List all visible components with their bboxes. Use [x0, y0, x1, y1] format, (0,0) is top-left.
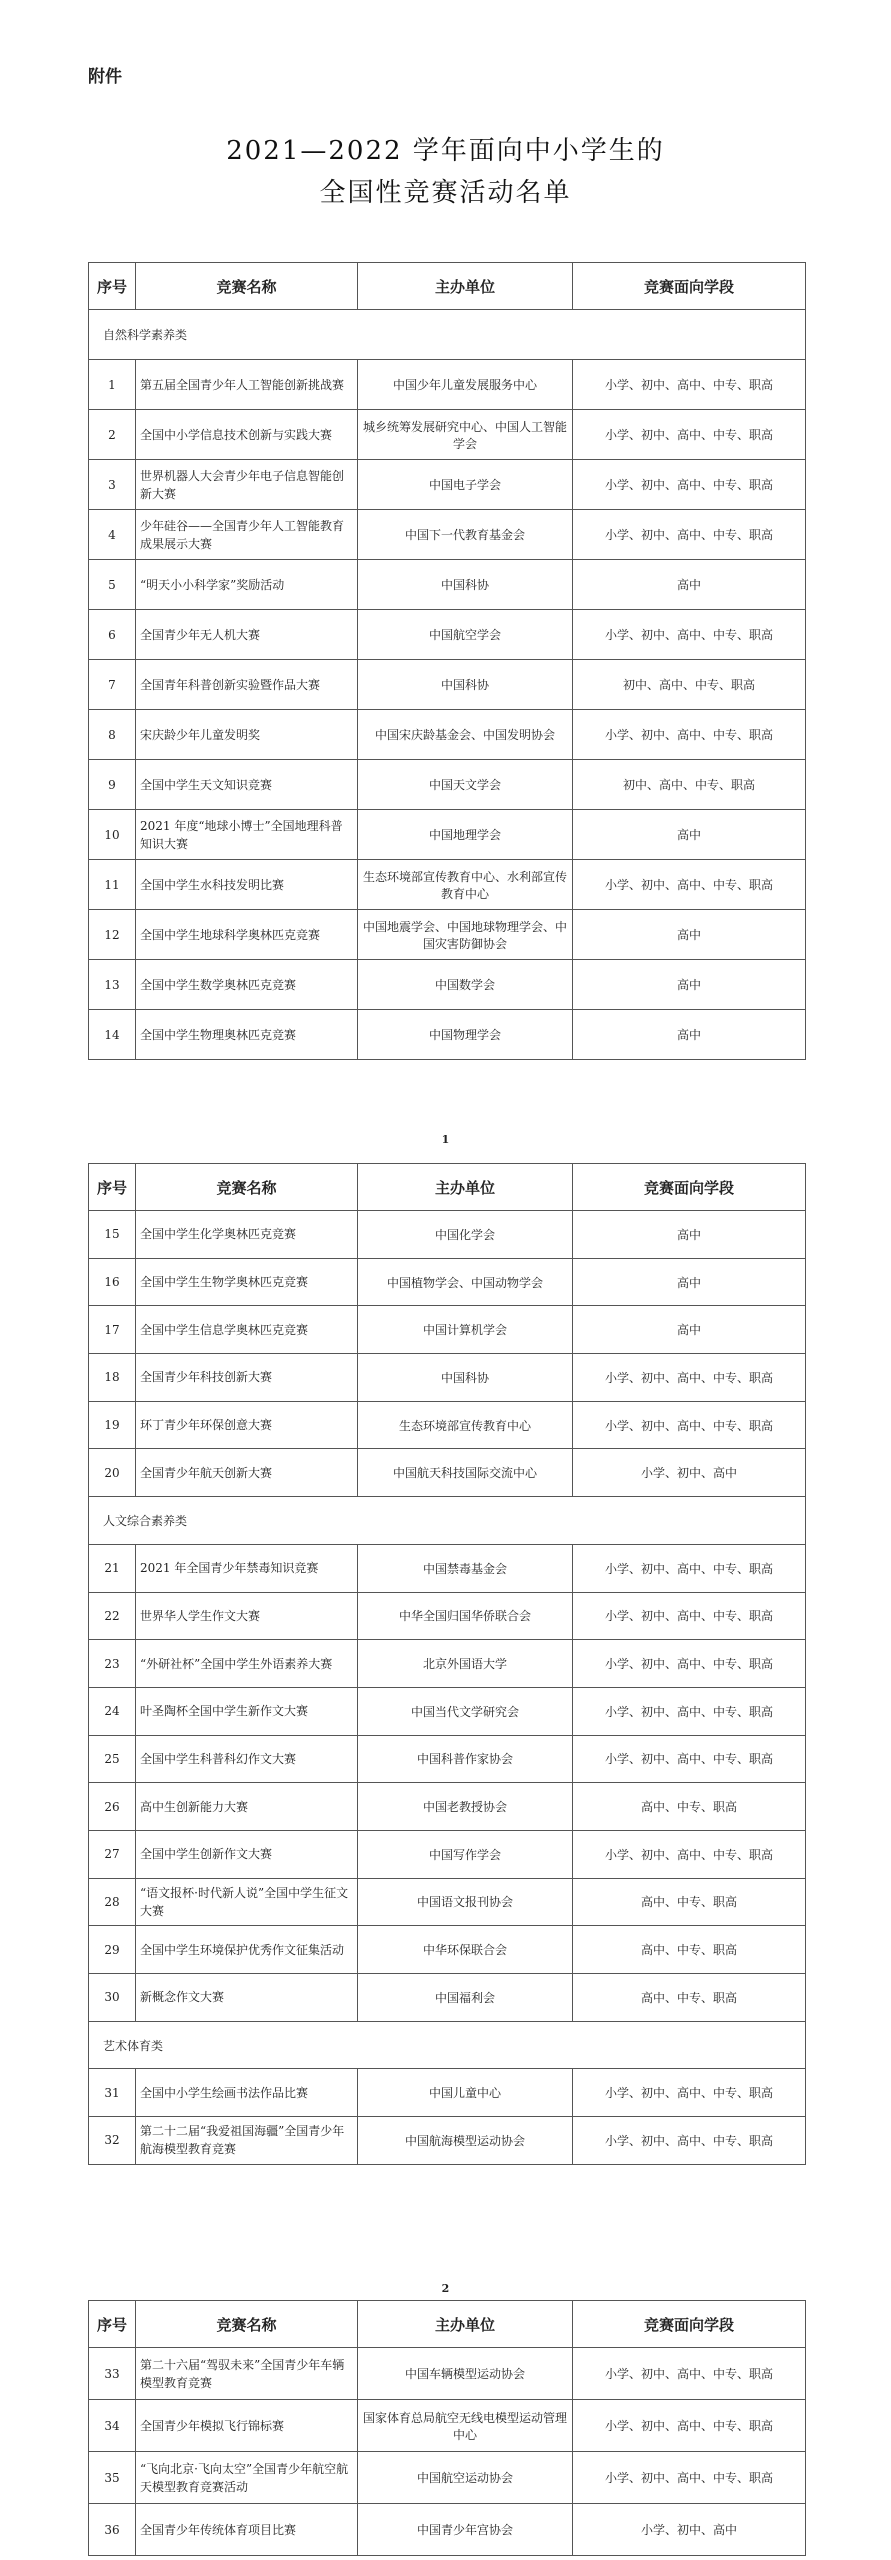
cell-stage: 小学、初中、高中、中专、职高 — [573, 2069, 806, 2117]
header-name: 竞赛名称 — [136, 2301, 358, 2348]
cell-org: 中国下一代教育基金会 — [358, 510, 573, 560]
cell-name: 新概念作文大赛 — [136, 1974, 358, 2022]
cell-org: 中国天文学会 — [358, 760, 573, 810]
cell-name: 全国中学生创新作文大赛 — [136, 1830, 358, 1878]
cell-org: 中国地震学会、中国地球物理学会、中国灾害防御协会 — [358, 910, 573, 960]
cell-no: 31 — [89, 2069, 136, 2117]
header-org: 主办单位 — [358, 263, 573, 310]
document-title-line-2: 全国性竞赛活动名单 — [319, 178, 572, 208]
cell-no: 33 — [89, 2348, 136, 2400]
cell-org: 中国福利会 — [358, 1974, 573, 2022]
cell-stage: 高中、中专、职高 — [573, 1926, 806, 1974]
cell-stage: 高中 — [573, 1211, 806, 1259]
cell-stage: 小学、初中、高中、中专、职高 — [573, 410, 806, 460]
cell-name: 世界机器人大会青少年电子信息智能创新大赛 — [136, 460, 358, 510]
table-row — [89, 610, 806, 660]
category-row — [89, 310, 806, 360]
table-row — [89, 2069, 806, 2117]
cell-no: 34 — [89, 2400, 136, 2452]
cell-name: 少年硅谷——全国青少年人工智能教育成果展示大赛 — [136, 510, 358, 560]
cell-no: 26 — [89, 1783, 136, 1831]
table-row — [89, 1258, 806, 1306]
cell-org: 中国语文报刊协会 — [358, 1878, 573, 1926]
cell-no: 36 — [89, 2504, 136, 2556]
cell-no: 17 — [89, 1306, 136, 1354]
cell-name: 全国中小学生绘画书法作品比赛 — [136, 2069, 358, 2117]
table-row — [89, 1735, 806, 1783]
document-title-line-1: 2021—2022 学年面向中小学生的 — [226, 136, 665, 166]
cell-org: 中国植物学会、中国动物学会 — [358, 1258, 573, 1306]
cell-stage: 小学、初中、高中、中专、职高 — [573, 710, 806, 760]
cell-no: 24 — [89, 1687, 136, 1735]
table-row — [89, 1878, 806, 1926]
cell-stage: 高中、中专、职高 — [573, 1974, 806, 2022]
cell-stage: 小学、初中、高中、中专、职高 — [573, 1640, 806, 1688]
competition-table-page-1 — [88, 262, 806, 1060]
table-row — [89, 1401, 806, 1449]
table-row — [89, 1687, 806, 1735]
cell-org: 中国科协 — [358, 560, 573, 610]
competition-table-page-3 — [88, 2300, 806, 2556]
cell-name: 全国青少年无人机大赛 — [136, 610, 358, 660]
table-row — [89, 660, 806, 710]
table-row — [89, 1354, 806, 1402]
cell-no: 21 — [89, 1544, 136, 1592]
cell-stage: 高中 — [573, 910, 806, 960]
cell-org: 中国物理学会 — [358, 1010, 573, 1060]
cell-no: 30 — [89, 1974, 136, 2022]
cell-no: 35 — [89, 2452, 136, 2504]
category-label: 人文综合素养类 — [89, 1497, 806, 1545]
header-stage: 竞赛面向学段 — [573, 1164, 806, 1211]
cell-name: 全国中学生科普科幻作文大赛 — [136, 1735, 358, 1783]
cell-name: 全国中学生化学奥林匹克竞赛 — [136, 1211, 358, 1259]
table-row — [89, 2452, 806, 2504]
header-org: 主办单位 — [358, 2301, 573, 2348]
cell-stage: 小学、初中、高中、中专、职高 — [573, 1830, 806, 1878]
cell-stage: 初中、高中、中专、职高 — [573, 660, 806, 710]
table-row — [89, 1449, 806, 1497]
table-row — [89, 910, 806, 960]
table-row — [89, 510, 806, 560]
table-row — [89, 760, 806, 810]
table-row — [89, 560, 806, 610]
cell-no: 8 — [89, 710, 136, 760]
cell-name: 全国中学生数学奥林匹克竞赛 — [136, 960, 358, 1010]
cell-name: 全国青少年传统体育项目比赛 — [136, 2504, 358, 2556]
cell-no: 5 — [89, 560, 136, 610]
cell-name: 世界华人学生作文大赛 — [136, 1592, 358, 1640]
cell-name: 全国中学生环境保护优秀作文征集活动 — [136, 1926, 358, 1974]
cell-no: 6 — [89, 610, 136, 660]
cell-stage: 小学、初中、高中、中专、职高 — [573, 1354, 806, 1402]
cell-stage: 高中 — [573, 560, 806, 610]
cell-stage: 小学、初中、高中 — [573, 1449, 806, 1497]
table-row — [89, 460, 806, 510]
cell-no: 13 — [89, 960, 136, 1010]
table-row — [89, 2348, 806, 2400]
header-name: 竞赛名称 — [136, 263, 358, 310]
table-row — [89, 1544, 806, 1592]
table-header-row — [89, 1164, 806, 1211]
cell-no: 22 — [89, 1592, 136, 1640]
cell-name: 第二十六届“驾驭未来”全国青少年车辆模型教育竞赛 — [136, 2348, 358, 2400]
cell-stage: 小学、初中、高中、中专、职高 — [573, 360, 806, 410]
page-number: 1 — [441, 1133, 450, 1146]
cell-name: “飞向北京·飞向太空”全国青少年航空航天模型教育竞赛活动 — [136, 2452, 358, 2504]
cell-org: 中国航空学会 — [358, 610, 573, 660]
cell-org: 中国宋庆龄基金会、中国发明协会 — [358, 710, 573, 760]
cell-stage: 小学、初中、高中、中专、职高 — [573, 2400, 806, 2452]
table-row — [89, 1783, 806, 1831]
cell-no: 20 — [89, 1449, 136, 1497]
cell-no: 4 — [89, 510, 136, 560]
cell-org: 生态环境部宣传教育中心 — [358, 1401, 573, 1449]
table-row — [89, 2504, 806, 2556]
cell-stage: 小学、初中、高中、中专、职高 — [573, 2117, 806, 2165]
cell-stage: 高中 — [573, 1010, 806, 1060]
cell-name: 全国中学生物理奥林匹克竞赛 — [136, 1010, 358, 1060]
cell-no: 29 — [89, 1926, 136, 1974]
table-row — [89, 1640, 806, 1688]
cell-no: 19 — [89, 1401, 136, 1449]
category-label: 艺术体育类 — [89, 2021, 806, 2069]
cell-name: 全国中学生地球科学奥林匹克竞赛 — [136, 910, 358, 960]
cell-no: 11 — [89, 860, 136, 910]
cell-no: 25 — [89, 1735, 136, 1783]
cell-name: 全国青年科普创新实验暨作品大赛 — [136, 660, 358, 710]
category-row — [89, 2021, 806, 2069]
cell-name: 全国青少年模拟飞行锦标赛 — [136, 2400, 358, 2452]
cell-name: 叶圣陶杯全国中学生新作文大赛 — [136, 1687, 358, 1735]
category-label: 自然科学素养类 — [89, 310, 806, 360]
cell-org: 中国青少年宫协会 — [358, 2504, 573, 2556]
cell-stage: 高中、中专、职高 — [573, 1783, 806, 1831]
table-header-row — [89, 263, 806, 310]
cell-name: 全国中学生水科技发明比赛 — [136, 860, 358, 910]
cell-no: 2 — [89, 410, 136, 460]
cell-name: 宋庆龄少年儿童发明奖 — [136, 710, 358, 760]
cell-name: 全国青少年科技创新大赛 — [136, 1354, 358, 1402]
cell-org: 中国科协 — [358, 1354, 573, 1402]
cell-name: 2021 年度“地球小博士”全国地理科普知识大赛 — [136, 810, 358, 860]
cell-stage: 小学、初中、高中、中专、职高 — [573, 2348, 806, 2400]
cell-no: 16 — [89, 1258, 136, 1306]
cell-org: 中华环保联合会 — [358, 1926, 573, 1974]
cell-org: 中国少年儿童发展服务中心 — [358, 360, 573, 410]
cell-org: 中国航空运动协会 — [358, 2452, 573, 2504]
cell-no: 15 — [89, 1211, 136, 1259]
cell-no: 23 — [89, 1640, 136, 1688]
cell-org: 中国科协 — [358, 660, 573, 710]
cell-stage: 小学、初中、高中、中专、职高 — [573, 1735, 806, 1783]
table-row — [89, 1211, 806, 1259]
header-org: 主办单位 — [358, 1164, 573, 1211]
cell-no: 12 — [89, 910, 136, 960]
cell-org: 城乡统筹发展研究中心、中国人工智能学会 — [358, 410, 573, 460]
cell-org: 中国化学会 — [358, 1211, 573, 1259]
cell-no: 1 — [89, 360, 136, 410]
header-name: 竞赛名称 — [136, 1164, 358, 1211]
cell-name: 第五届全国青少年人工智能创新挑战赛 — [136, 360, 358, 410]
cell-no: 28 — [89, 1878, 136, 1926]
cell-name: “外研社杯”全国中学生外语素养大赛 — [136, 1640, 358, 1688]
cell-no: 32 — [89, 2117, 136, 2165]
cell-stage: 小学、初中、高中、中专、职高 — [573, 1401, 806, 1449]
cell-name: 全国中小学信息技术创新与实践大赛 — [136, 410, 358, 460]
cell-org: 中国当代文学研究会 — [358, 1687, 573, 1735]
header-no: 序号 — [89, 2301, 136, 2348]
cell-name: 第二十二届“我爱祖国海疆”全国青少年航海模型教育竞赛 — [136, 2117, 358, 2165]
cell-no: 27 — [89, 1830, 136, 1878]
cell-no: 3 — [89, 460, 136, 510]
cell-org: 中国禁毒基金会 — [358, 1544, 573, 1592]
cell-org: 中国车辆模型运动协会 — [358, 2348, 573, 2400]
table-header-row — [89, 2301, 806, 2348]
cell-org: 中国老教授协会 — [358, 1783, 573, 1831]
cell-stage: 高中、中专、职高 — [573, 1878, 806, 1926]
cell-org: 生态环境部宣传教育中心、水利部宣传教育中心 — [358, 860, 573, 910]
table-row — [89, 860, 806, 910]
cell-org: 中国航海模型运动协会 — [358, 2117, 573, 2165]
table-row — [89, 960, 806, 1010]
table-row — [89, 810, 806, 860]
cell-org: 中华全国归国华侨联合会 — [358, 1592, 573, 1640]
table-row — [89, 1010, 806, 1060]
cell-name: 高中生创新能力大赛 — [136, 1783, 358, 1831]
cell-org: 中国计算机学会 — [358, 1306, 573, 1354]
cell-stage: 高中 — [573, 960, 806, 1010]
cell-org: 中国写作学会 — [358, 1830, 573, 1878]
cell-name: “语文报杯·时代新人说”全国中学生征文大赛 — [136, 1878, 358, 1926]
cell-stage: 小学、初中、高中、中专、职高 — [573, 2452, 806, 2504]
cell-name: 全国中学生天文知识竞赛 — [136, 760, 358, 810]
cell-name: 全国青少年航天创新大赛 — [136, 1449, 358, 1497]
table-row — [89, 360, 806, 410]
table-row — [89, 710, 806, 760]
cell-stage: 高中 — [573, 1258, 806, 1306]
cell-org: 中国科普作家协会 — [358, 1735, 573, 1783]
cell-stage: 小学、初中、高中、中专、职高 — [573, 460, 806, 510]
table-row — [89, 1926, 806, 1974]
table-row — [89, 1306, 806, 1354]
table-row — [89, 2400, 806, 2452]
cell-name: 全国中学生生物学奥林匹克竞赛 — [136, 1258, 358, 1306]
table-row — [89, 1830, 806, 1878]
cell-org: 中国数学会 — [358, 960, 573, 1010]
cell-name: 2021 年全国青少年禁毒知识竞赛 — [136, 1544, 358, 1592]
cell-stage: 小学、初中、高中、中专、职高 — [573, 1687, 806, 1735]
cell-stage: 初中、高中、中专、职高 — [573, 760, 806, 810]
cell-org: 中国儿童中心 — [358, 2069, 573, 2117]
cell-org: 中国地理学会 — [358, 810, 573, 860]
cell-name: 全国中学生信息学奥林匹克竞赛 — [136, 1306, 358, 1354]
category-row — [89, 1497, 806, 1545]
table-row — [89, 1974, 806, 2022]
cell-stage: 小学、初中、高中、中专、职高 — [573, 1592, 806, 1640]
cell-stage: 高中 — [573, 1306, 806, 1354]
table-row — [89, 1592, 806, 1640]
header-stage: 竞赛面向学段 — [573, 2301, 806, 2348]
table-row — [89, 410, 806, 460]
cell-no: 18 — [89, 1354, 136, 1402]
cell-no: 7 — [89, 660, 136, 710]
cell-org: 中国航天科技国际交流中心 — [358, 1449, 573, 1497]
table-row — [89, 2117, 806, 2165]
cell-name: “明天小小科学家”奖励活动 — [136, 560, 358, 610]
header-no: 序号 — [89, 263, 136, 310]
cell-org: 中国电子学会 — [358, 460, 573, 510]
cell-org: 国家体育总局航空无线电模型运动管理中心 — [358, 2400, 573, 2452]
cell-stage: 小学、初中、高中、中专、职高 — [573, 610, 806, 660]
cell-no: 9 — [89, 760, 136, 810]
page-number: 2 — [441, 2282, 450, 2295]
cell-stage: 小学、初中、高中、中专、职高 — [573, 1544, 806, 1592]
cell-no: 14 — [89, 1010, 136, 1060]
header-stage: 竞赛面向学段 — [573, 263, 806, 310]
header-no: 序号 — [89, 1164, 136, 1211]
cell-stage: 小学、初中、高中 — [573, 2504, 806, 2556]
cell-stage: 小学、初中、高中、中专、职高 — [573, 510, 806, 560]
cell-org: 北京外国语大学 — [358, 1640, 573, 1688]
competition-table-page-2 — [88, 1163, 806, 2165]
attachment-label: 附件 — [88, 67, 122, 87]
cell-name: 环丁青少年环保创意大赛 — [136, 1401, 358, 1449]
cell-stage: 小学、初中、高中、中专、职高 — [573, 860, 806, 910]
cell-no: 10 — [89, 810, 136, 860]
cell-stage: 高中 — [573, 810, 806, 860]
